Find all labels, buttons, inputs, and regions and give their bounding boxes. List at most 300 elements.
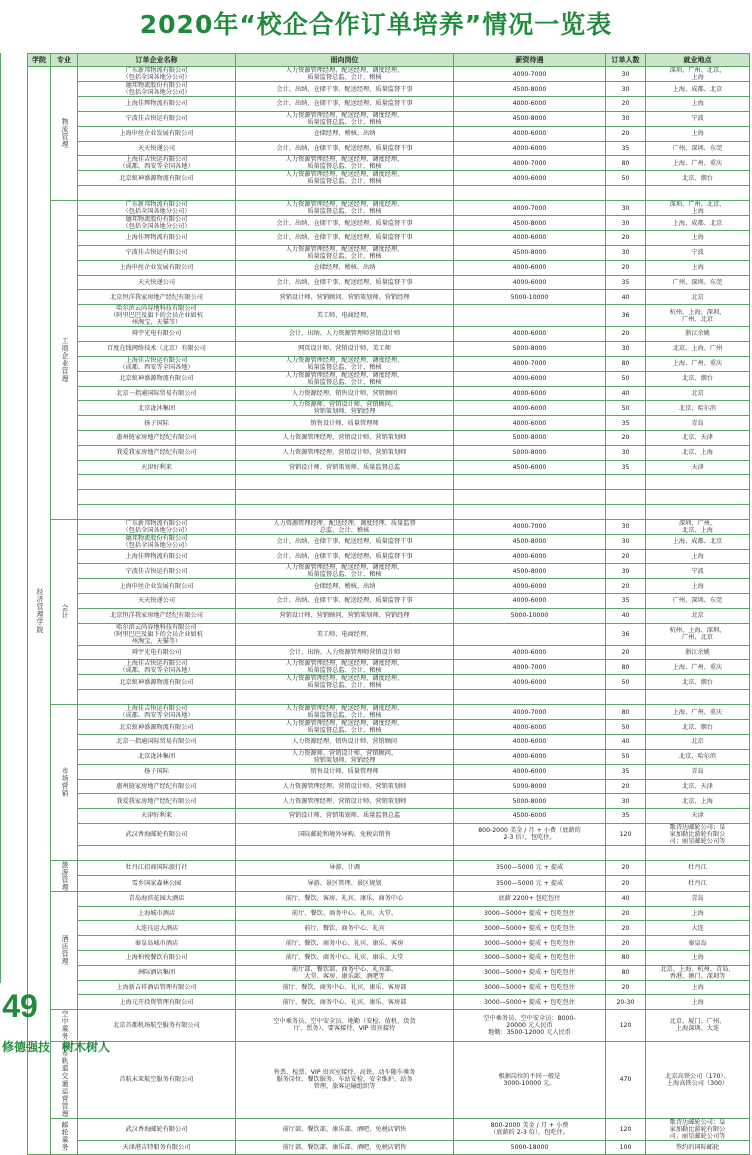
company-cell: 雪乡国家森林公园 xyxy=(78,876,236,892)
location-cell: 北京、上海、广州 xyxy=(646,341,750,356)
company-cell: 天天快递公司 xyxy=(78,594,236,609)
location-cell: 浙江余姚 xyxy=(646,645,750,660)
table-row xyxy=(28,705,750,720)
table-row xyxy=(28,186,750,201)
salary-cell: 4500-8000 xyxy=(454,111,606,126)
count-cell: 80 xyxy=(606,965,646,980)
count-cell: 20 xyxy=(606,876,646,892)
table-row xyxy=(28,623,750,645)
page-title: 2020年“校企合作订单培养”情况一览表 xyxy=(139,10,613,39)
count-cell: 30 xyxy=(606,201,646,216)
salary-cell: 根据岗位的不同一般是 3000-10000 元。 xyxy=(454,1041,606,1118)
location-cell: 上海 xyxy=(646,995,750,1010)
company-cell: 北京首都机场航空服务有限公司 xyxy=(78,1010,236,1041)
header-position: 面向岗位 xyxy=(236,54,454,67)
position-cell: 人力资源管理经理、配送经理、调度经理、 质量监督总监、会计、稽核 xyxy=(236,201,454,216)
count-cell: 20 xyxy=(606,921,646,936)
count-cell xyxy=(606,690,646,705)
table-row xyxy=(28,608,750,623)
count-cell: 30 xyxy=(606,111,646,126)
major-cell: 城市轨道交通运营管理 xyxy=(51,1041,78,1118)
table-header-row xyxy=(28,54,750,67)
count-cell: 20 xyxy=(606,126,646,141)
location-cell: 上海 xyxy=(646,260,750,275)
salary-cell: 4000-6000 xyxy=(454,327,606,342)
count-cell: 35 xyxy=(606,764,646,779)
header-college: 学院 xyxy=(28,54,51,67)
salary-cell xyxy=(454,305,606,327)
count-cell: 80 xyxy=(606,660,646,675)
position-cell: 前厅、餐饮、商务中心、礼宾、康乐、客房部 xyxy=(236,980,454,995)
salary-cell: 3000—5000+ 提成 + 包吃包住 xyxy=(454,995,606,1010)
table-row xyxy=(28,1010,750,1041)
salary-cell: 4000-6000 xyxy=(454,645,606,660)
company-cell: 首航未来航空服务有限公司 xyxy=(78,1041,236,1118)
company-cell xyxy=(78,186,236,201)
position-cell: 营销设计师、营销策划师、质量监督总监 xyxy=(236,460,454,475)
location-cell: 牡丹江 xyxy=(646,860,750,876)
table-row xyxy=(28,735,750,750)
left-margin-bar xyxy=(0,53,27,983)
position-cell: 国际邮轮和境外导购、免税店销售 xyxy=(236,823,454,845)
major-cell: 市场营销 xyxy=(51,705,78,861)
table-row xyxy=(28,549,750,564)
table-row xyxy=(28,690,750,705)
company-cell: 哈尔滨云尚谷地科技有限公司 （阿里巴巴及旗下的会员企业如杭 州淘宝、天猫等） xyxy=(78,623,236,645)
table-row xyxy=(28,260,750,275)
salary-cell xyxy=(454,690,606,705)
position-cell xyxy=(236,475,454,490)
salary-cell: 4000-7000 xyxy=(454,660,606,675)
company-cell: 北京一指通国际贸易有限公司 xyxy=(78,386,236,401)
company-cell: 扬子国际 xyxy=(78,764,236,779)
count-cell: 120 xyxy=(606,1118,646,1140)
major-cell: 旅游管理 xyxy=(51,860,78,891)
location-cell: 上海、广州、重庆 xyxy=(646,660,750,675)
count-cell: 30 xyxy=(606,564,646,579)
location-cell: 歌诗达邮轮公司；皇 家加勒比游轮有限公 司；丽星邮轮公司等 xyxy=(646,823,750,845)
table-row xyxy=(28,823,750,845)
position-cell: 人力资源管理经理、配送经理、调度经理、 质量监督总监、会计、稽核 xyxy=(236,156,454,171)
position-cell xyxy=(236,504,454,519)
count-cell: 50 xyxy=(606,371,646,386)
salary-cell: 空中乘务员、空中安全员：8000- 20000 元人民币 地勤：3500-12000 元人民币 xyxy=(454,1010,606,1041)
position-cell: 前厅部、餐饮部、商务中心、礼宾部、 大堂、客房、康乐部、酒吧等 xyxy=(236,965,454,980)
salary-cell: 5000-8000 xyxy=(454,779,606,794)
location-cell: 北京、天津 xyxy=(646,431,750,446)
location-cell: 签约的国际邮轮 xyxy=(646,1140,750,1155)
location-cell: 青岛 xyxy=(646,891,750,906)
salary-cell: 4000-6000 xyxy=(454,749,606,764)
salary-cell: 4000-7000 xyxy=(454,705,606,720)
table-row xyxy=(28,645,750,660)
location-cell: 北京、哈尔滨 xyxy=(646,401,750,416)
company-cell: 惠州链家房地产经纪有限公司 xyxy=(78,431,236,446)
position-cell: 前厅部、餐饮部、康乐部、酒吧、免税店销售 xyxy=(236,1140,454,1155)
company-cell: 洲际酒店集团 xyxy=(78,965,236,980)
table-row xyxy=(28,141,750,156)
company-cell: 上海元开投资管理有限公司 xyxy=(78,995,236,1010)
salary-cell: 4000-6000 xyxy=(454,401,606,416)
count-cell: 80 xyxy=(606,705,646,720)
company-cell: 天津港吉特船务有限公司 xyxy=(78,1140,236,1155)
count-cell: 35 xyxy=(606,141,646,156)
count-cell: 30 xyxy=(606,519,646,534)
table-row xyxy=(28,416,750,431)
position-cell: 会计、出纳、仓储干事、配送经理、质量监督干事 xyxy=(236,594,454,609)
company-cell: 天天快递公司 xyxy=(78,141,236,156)
position-cell: 前厅、餐饮、商务中心、礼宾、康乐、大堂 xyxy=(236,950,454,965)
company-cell: 武汉香海邮轮有限公司 xyxy=(78,823,236,845)
salary-cell: 4000-6000 xyxy=(454,594,606,609)
salary-cell: 4000-6000 xyxy=(454,171,606,186)
salary-cell: 5000-8000 xyxy=(454,431,606,446)
major-cell: 物流管理 xyxy=(51,67,78,201)
salary-cell: 5000-8000 xyxy=(454,445,606,460)
count-cell: 20 xyxy=(606,549,646,564)
location-cell: 北京、烟台 xyxy=(646,371,750,386)
location-cell: 北京、烟台 xyxy=(646,171,750,186)
table-row xyxy=(28,1140,750,1155)
location-cell: 上海 xyxy=(646,579,750,594)
count-cell: 20 xyxy=(606,231,646,246)
table-row xyxy=(28,675,750,690)
count-cell: 40 xyxy=(606,735,646,750)
salary-cell: 4000-6000 xyxy=(454,260,606,275)
table-row xyxy=(28,275,750,290)
position-cell: 人力资源经理、销售设计师、营销顾问 xyxy=(236,386,454,401)
count-cell: 40 xyxy=(606,608,646,623)
count-cell: 40 xyxy=(606,891,646,906)
location-cell: 上海 xyxy=(646,97,750,112)
company-cell: 北京蚁神盛源物流有限公司 xyxy=(78,720,236,735)
count-cell: 120 xyxy=(606,1010,646,1041)
count-cell: 80 xyxy=(606,356,646,371)
count-cell: 50 xyxy=(606,401,646,416)
location-cell: 上海 xyxy=(646,980,750,995)
table-body xyxy=(28,67,750,1155)
position-cell: 仓储经理、稽核、出纳 xyxy=(236,260,454,275)
count-cell xyxy=(606,186,646,201)
table-row xyxy=(28,749,750,764)
table-row xyxy=(28,779,750,794)
position-cell: 会计、出纳、仓储干事、配送经理、质量监督干事 xyxy=(236,231,454,246)
salary-cell: 4000-6000 xyxy=(454,371,606,386)
location-cell: 北京高铁公司（170）、 上海高铁公司（300） xyxy=(646,1041,750,1118)
position-cell: 人力资源管理经理、配送经理、调度经理、 质量监督总监、会计、稽核 xyxy=(236,171,454,186)
position-cell: 会计、出纳、仓储干事、配送经理、质量监督干事 xyxy=(236,97,454,112)
salary-cell: 4000-6000 xyxy=(454,675,606,690)
position-cell xyxy=(236,186,454,201)
position-cell: 人力资源管理经理、营销设计师、营销策划师 xyxy=(236,794,454,809)
position-cell: 人力资源师、营销设计师、营销顾问、 营销策划师、营销经理 xyxy=(236,749,454,764)
count-cell: 30 xyxy=(606,67,646,82)
table-row xyxy=(28,290,750,305)
company-cell: 广东新邦物流有限公司 （包括全国各地分公司） xyxy=(78,519,236,534)
count-cell: 30 xyxy=(606,445,646,460)
company-cell: 青岛海滨花园大酒店 xyxy=(78,891,236,906)
table-row xyxy=(28,965,750,980)
table-row xyxy=(28,111,750,126)
count-cell: 20 xyxy=(606,579,646,594)
table-row xyxy=(28,504,750,519)
major-cell: 邮轮乘务 xyxy=(51,1118,78,1155)
location-cell: 上海 xyxy=(646,231,750,246)
table-row xyxy=(28,460,750,475)
location-cell: 深圳、广州、 北京、上海 xyxy=(646,519,750,534)
position-cell: 人力资源管理经理、配送经理、调度经理、 质量监督总监、会计、稽核 xyxy=(236,564,454,579)
company-cell: 德邦物流股份有限公司 （包括全国各地分公司） xyxy=(78,216,236,231)
salary-cell: 3000—5000+ 提成 + 包吃包住 xyxy=(454,980,606,995)
position-cell: 人力资源师、营销设计师、营销顾问、 营销策划师、营销经理 xyxy=(236,401,454,416)
position-cell: 人力资源管理经理、配送经理、调度经理、 质量监督总监、会计、稽核 xyxy=(236,245,454,260)
position-cell: 导游、景区管理、景区规划 xyxy=(236,876,454,892)
salary-cell: 4000-7000 xyxy=(454,519,606,534)
table-row xyxy=(28,921,750,936)
salary-cell xyxy=(454,504,606,519)
position-cell: 人力资源管理经理、配送经理、调度经理、 质量监督总监、会计、稽核 xyxy=(236,356,454,371)
count-cell: 50 xyxy=(606,749,646,764)
table-row xyxy=(28,216,750,231)
table-row xyxy=(28,82,750,97)
count-cell xyxy=(606,845,646,860)
position-cell: 人力资源管理经理、配送经理、调度经理、 质量监督总监、会计、稽核 xyxy=(236,720,454,735)
position-cell: 会计、出纳、仓储干事、配送经理、质量监督干事 xyxy=(236,82,454,97)
count-cell: 35 xyxy=(606,809,646,824)
location-cell: 深圳、广州、北京、 上海 xyxy=(646,201,750,216)
location-cell: 北京、天津 xyxy=(646,779,750,794)
salary-cell: 4000-6000 xyxy=(454,231,606,246)
table-row xyxy=(28,906,750,921)
location-cell: 天津 xyxy=(646,460,750,475)
location-cell: 浙江余姚 xyxy=(646,327,750,342)
count-cell: 20 xyxy=(606,327,646,342)
table-row xyxy=(28,995,750,1010)
location-cell: 北京、上海 xyxy=(646,794,750,809)
position-cell: 会计、出纳、仓储干事、配送经理、质量监督干事 xyxy=(236,549,454,564)
count-cell xyxy=(606,504,646,519)
salary-cell: 4500-8000 xyxy=(454,216,606,231)
table-row xyxy=(28,67,750,82)
position-cell: 营销设计师、营销顾问、营销策划师、营销经理 xyxy=(236,290,454,305)
header-location: 就业地点 xyxy=(646,54,750,67)
location-cell: 上海 xyxy=(646,549,750,564)
company-cell: 北京泷沐集团 xyxy=(78,749,236,764)
table-row xyxy=(28,445,750,460)
company-cell: 扬子国际 xyxy=(78,416,236,431)
salary-cell: 4000-7000 xyxy=(454,156,606,171)
table-row xyxy=(28,245,750,260)
salary-cell: 4000-7000 xyxy=(454,67,606,82)
position-cell: 会计、出纳、仓储干事、配送经理、质量监督干事 xyxy=(236,275,454,290)
count-cell: 40 xyxy=(606,290,646,305)
salary-cell: 4000-6000 xyxy=(454,735,606,750)
location-cell: 北京、厦门、广州、 上海深圳、大连 xyxy=(646,1010,750,1041)
salary-cell xyxy=(454,475,606,490)
position-cell: 人力资源管理经理、营销设计师、营销策划师 xyxy=(236,431,454,446)
company-cell: 上海佳吉快运有限公司 （成都、西安等全国各地） xyxy=(78,156,236,171)
salary-cell: 4000-6000 xyxy=(454,416,606,431)
location-cell: 上海、广州、重庆 xyxy=(646,156,750,171)
location-cell: 青岛 xyxy=(646,764,750,779)
salary-cell: 4500-8000 xyxy=(454,564,606,579)
salary-cell: 5000-10000 xyxy=(454,290,606,305)
header-salary: 薪资待遇 xyxy=(454,54,606,67)
salary-cell: 3500—5000 元 + 提成 xyxy=(454,860,606,876)
table-row xyxy=(28,490,750,505)
table-row xyxy=(28,201,750,216)
count-cell: 30 xyxy=(606,216,646,231)
salary-cell: 4000-6000 xyxy=(454,97,606,112)
salary-cell: 4000-6000 xyxy=(454,549,606,564)
salary-cell: 4000-6000 xyxy=(454,275,606,290)
salary-cell xyxy=(454,490,606,505)
position-cell: 销售设计师、质量管理师 xyxy=(236,764,454,779)
location-cell: 上海 xyxy=(646,126,750,141)
count-cell: 20 xyxy=(606,645,646,660)
position-cell: 会计、出纳、仓储干事、配送经理、质量监督干事 xyxy=(236,216,454,231)
company-cell: 上海新吉祥酒店管理有限公司 xyxy=(78,980,236,995)
position-cell: 人力资源管理经理、配送经理、调度经理、 质量监督总监、会计、稽核 xyxy=(236,660,454,675)
table-row xyxy=(28,950,750,965)
count-cell: 30 xyxy=(606,341,646,356)
count-cell: 35 xyxy=(606,594,646,609)
company-cell xyxy=(78,475,236,490)
table-row xyxy=(28,594,750,609)
location-cell: 天津 xyxy=(646,809,750,824)
company-cell: 北京恒洋我家房地产经纪有限公司 xyxy=(78,608,236,623)
salary-cell xyxy=(454,623,606,645)
salary-cell xyxy=(454,845,606,860)
major-cell: 空中乘务 xyxy=(51,1010,78,1041)
salary-cell: 4000-7000 xyxy=(454,356,606,371)
company-cell: 宁波佳吉快运有限公司 xyxy=(78,245,236,260)
position-cell: 人力资源管理经理、营销设计师、营销策划师 xyxy=(236,445,454,460)
location-cell: 上海 xyxy=(646,906,750,921)
table-row xyxy=(28,809,750,824)
salary-cell: 5000-8000 xyxy=(454,794,606,809)
company-cell: 上海佳辉物流有限公司 xyxy=(78,549,236,564)
company-cell: 广东新邦物流有限公司 （包括全国各地分公司） xyxy=(78,201,236,216)
count-cell: 30 xyxy=(606,794,646,809)
position-cell: 人力资源管理经理、配送经理、调度经理、 质量监督总监、会计、稽核 xyxy=(236,705,454,720)
company-cell: 北京蚁神盛源物流有限公司 xyxy=(78,371,236,386)
count-cell: 20 xyxy=(606,980,646,995)
company-cell: 上海佳吉快运有限公司 （成都、西安等全国各地） xyxy=(78,705,236,720)
table-row xyxy=(28,720,750,735)
table-row xyxy=(28,341,750,356)
table-row xyxy=(28,936,750,951)
location-cell: 北京 xyxy=(646,608,750,623)
company-cell: 北京一指通国际贸易有限公司 xyxy=(78,735,236,750)
count-cell: 30 xyxy=(606,82,646,97)
count-cell: 50 xyxy=(606,720,646,735)
count-cell: 36 xyxy=(606,623,646,645)
location-cell: 广州、深圳、东莞 xyxy=(646,275,750,290)
count-cell: 20 xyxy=(606,431,646,446)
count-cell: 20 xyxy=(606,906,646,921)
count-cell: 50 xyxy=(606,675,646,690)
position-cell: 会计、出纳、人力资源管理师营销设计师 xyxy=(236,645,454,660)
position-cell: 会计、出纳、仓储干事、配送经理、质量监督干事 xyxy=(236,141,454,156)
page-number: 49 xyxy=(2,988,38,1024)
company-cell: 上海佳辉物流有限公司 xyxy=(78,231,236,246)
salary-cell: 4000-6000 xyxy=(454,720,606,735)
table-row xyxy=(28,980,750,995)
position-cell: 导游、计调 xyxy=(236,860,454,876)
location-cell xyxy=(646,504,750,519)
location-cell: 宁波 xyxy=(646,245,750,260)
table-row xyxy=(28,845,750,860)
count-cell: 470 xyxy=(606,1041,646,1118)
table-row xyxy=(28,371,750,386)
salary-cell: 4500-6000 xyxy=(454,460,606,475)
position-cell xyxy=(236,845,454,860)
salary-cell: 4500-8000 xyxy=(454,534,606,549)
college-cell: 经济管理学院 xyxy=(28,67,51,1155)
company-cell: 天津好利来 xyxy=(78,460,236,475)
company-cell: 大连良运大酒店 xyxy=(78,921,236,936)
position-cell xyxy=(236,490,454,505)
position-cell: 空中乘务员、空中安全员、地勤（安检、值机、货货 厅、票务）、要客接待、VIP 贵宾接待 xyxy=(236,1010,454,1041)
location-cell: 青岛 xyxy=(646,416,750,431)
order-training-table xyxy=(27,53,750,1155)
count-cell: 36 xyxy=(606,305,646,327)
salary-cell: 3000—5000+ 提成 + 包吃包住 xyxy=(454,936,606,951)
salary-cell: 4500-6000 xyxy=(454,809,606,824)
position-cell: 营销设计师、营销顾问、营销策划师、营销经理 xyxy=(236,608,454,623)
company-cell: 上海城市酒店 xyxy=(78,906,236,921)
position-cell: 前厅、餐饮、商务中心、礼宾、康乐、客房部 xyxy=(236,995,454,1010)
count-cell: 20 xyxy=(606,779,646,794)
major-cell: 酒店管理 xyxy=(51,891,78,1009)
salary-cell xyxy=(454,186,606,201)
count-cell: 35 xyxy=(606,275,646,290)
count-cell: 20 xyxy=(606,860,646,876)
salary-cell: 5000-18000 xyxy=(454,1140,606,1155)
location-cell: 北京、哈尔滨 xyxy=(646,749,750,764)
salary-cell: 4000-6000 xyxy=(454,141,606,156)
company-cell: 秦皇岛城市酒店 xyxy=(78,936,236,951)
company-cell: 我爱我家房地产经纪有限公司 xyxy=(78,445,236,460)
salary-cell: 4000-6000 xyxy=(454,126,606,141)
table-row xyxy=(28,97,750,112)
footer-motto: 修德强技 树木树人 xyxy=(2,1040,111,1054)
table-row xyxy=(28,764,750,779)
location-cell: 牡丹江 xyxy=(646,876,750,892)
location-cell: 秦皇岛 xyxy=(646,936,750,951)
position-cell: 美工师、电商经理、 xyxy=(236,305,454,327)
major-cell: 会计 xyxy=(51,519,78,705)
table-row xyxy=(28,386,750,401)
position-cell: 前厅部、餐饮部、康乐部、酒吧、免税店销售 xyxy=(236,1118,454,1140)
table-row xyxy=(28,1118,750,1140)
company-cell: 上海申丝企业发展有限公司 xyxy=(78,260,236,275)
location-cell: 歌诗达邮轮公司；皇 家加勒比游轮有限公 司；丽星邮轮公司等 xyxy=(646,1118,750,1140)
position-cell: 前厅、餐饮、客房、礼宾、康乐、商务中心 xyxy=(236,891,454,906)
location-cell: 上海 xyxy=(646,950,750,965)
salary-cell: 3000—5000+ 提成 + 包吃包住 xyxy=(454,906,606,921)
count-cell: 80 xyxy=(606,156,646,171)
position-cell: 销售设计师、质量管理师 xyxy=(236,416,454,431)
count-cell: 30 xyxy=(606,245,646,260)
company-cell: 上海柏悦餐饮有限公司 xyxy=(78,950,236,965)
company-cell: 上海申丝企业发展有限公司 xyxy=(78,126,236,141)
company-cell xyxy=(78,504,236,519)
position-cell: 人力资源经理、销售设计师、营销顾问 xyxy=(236,735,454,750)
company-cell xyxy=(78,845,236,860)
salary-cell: 3000—5000+ 提成 + 包吃包住 xyxy=(454,965,606,980)
